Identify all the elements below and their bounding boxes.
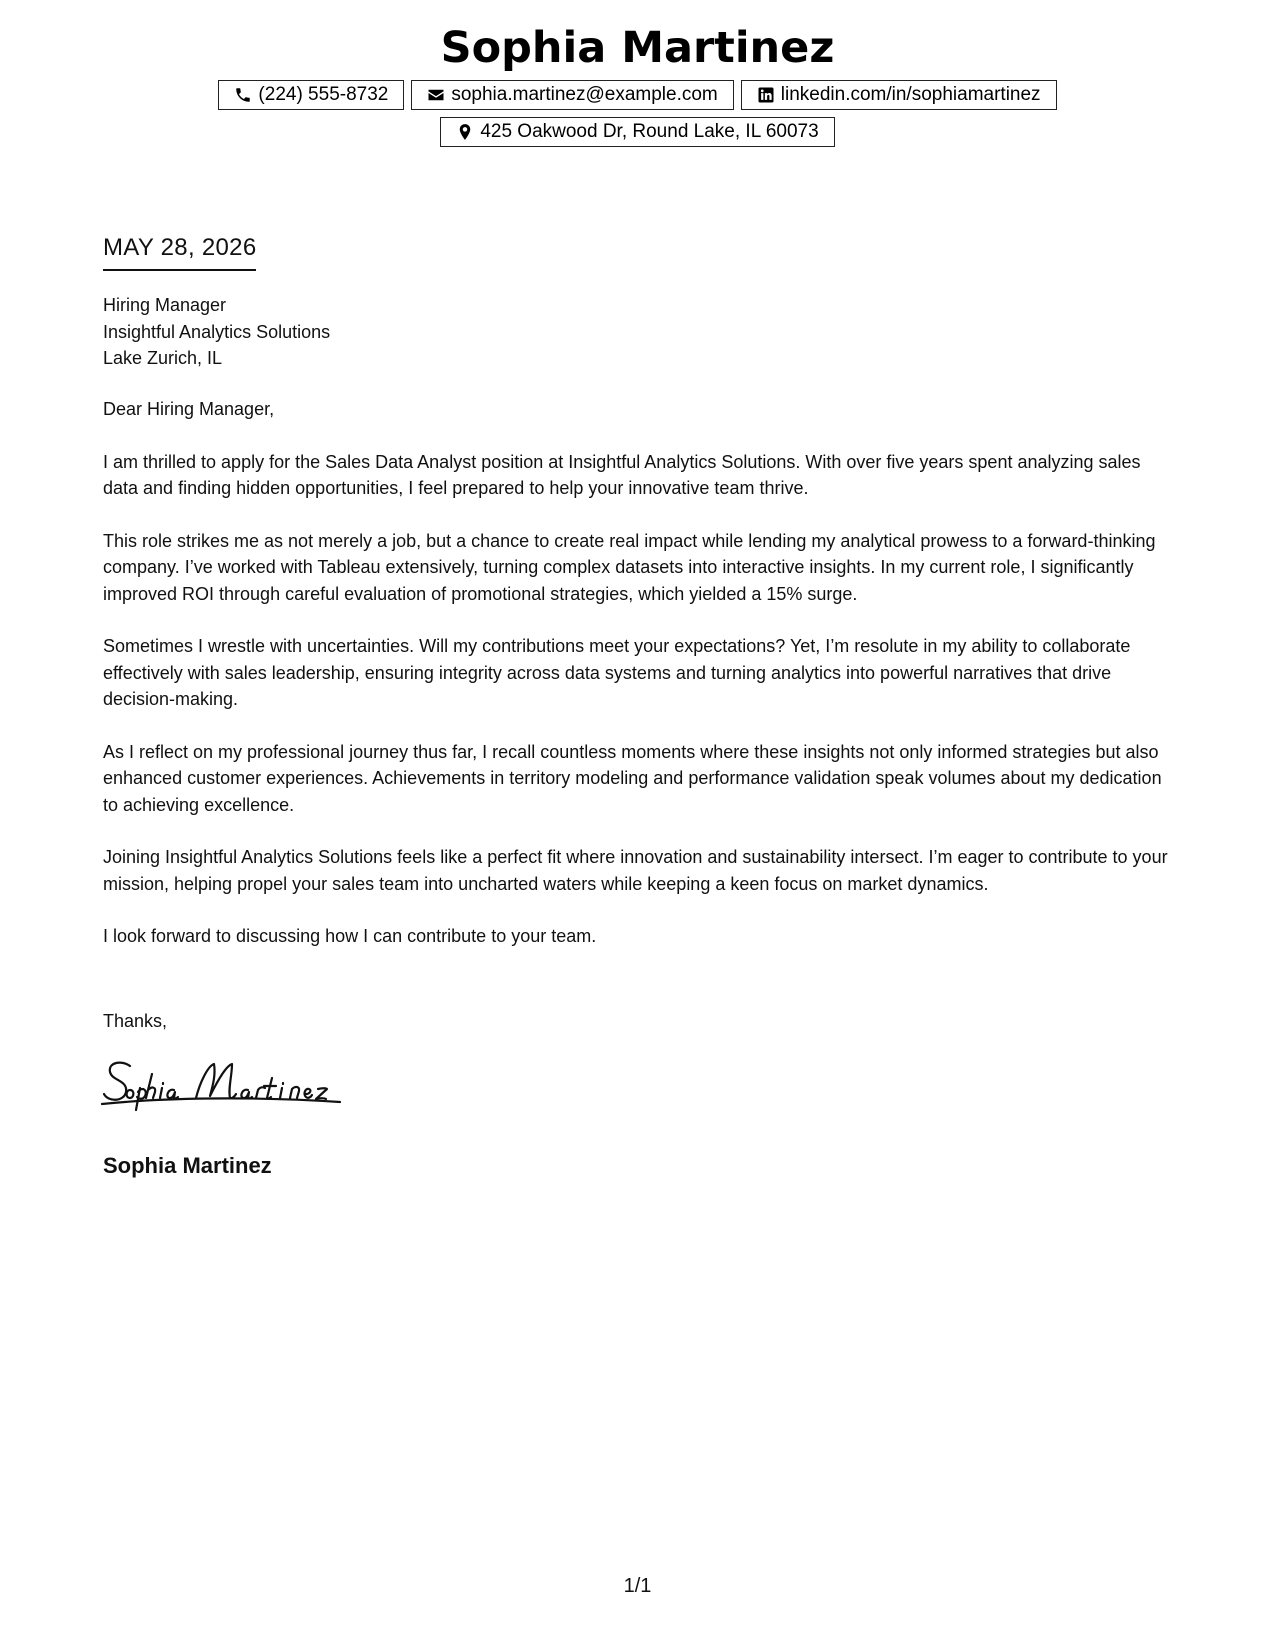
body-paragraph: As I reflect on my professional journey thus far, I recall countless moments where these insights not only informed strategies but also enhanced customer experiences. Achievements in territory modeling and performance validation speak volumes about my dedication to achieving excellence.: [103, 741, 1162, 815]
email-chip: [411, 80, 733, 110]
applicant-name: Sophia Martinez: [440, 23, 835, 73]
salutation: Dear Hiring Manager,: [103, 399, 275, 419]
recipient-block: [103, 292, 330, 372]
email-text: sophia.martinez@example.com: [451, 84, 718, 105]
linkedin-icon: [757, 86, 775, 104]
body-paragraph: This role strikes me as not merely a job, but a chance to create real impact while lending my analytical prowess to a forward-thinking company. I’ve worked with Tableau extensively, turning complex datasets into interactive insights. In my current role, I significantly improved ROI through careful evaluation of promotional strategies, which yielded a 15% surge.: [103, 530, 1156, 604]
address-chip: [440, 117, 834, 147]
phone-text: (224) 555-8732: [258, 84, 389, 105]
recipient-location: Lake Zurich, IL: [103, 348, 223, 368]
body-paragraph: I am thrilled to apply for the Sales Data Analyst position at Insightful Analytics Solutions. With over five years spent analyzing sales data and finding hidden opportunities, I feel prepared to help your innovative team thrive.: [103, 451, 1141, 498]
address-row: [0, 117, 1275, 147]
map-marker-icon: [456, 123, 474, 141]
recipient-company: Insightful Analytics Solutions: [103, 321, 331, 342]
linkedin-text: linkedin.com/in/sophiamartinez: [780, 84, 1041, 105]
contact-row: [0, 80, 1275, 110]
letter-date: MAY 28, 2026: [103, 233, 256, 271]
linkedin-chip: [741, 80, 1057, 110]
phone-icon: [234, 86, 252, 104]
body-paragraph: Joining Insightful Analytics Solutions feels like a perfect fit where innovation and sustainability intersect. I’m eager to contribute to your mission, helping propel your sales team into uncharted waters while keeping a keen focus on market dynamics.: [103, 847, 1168, 894]
phone-chip: [218, 80, 404, 110]
recipient-title: Hiring Manager: [103, 295, 227, 315]
body-paragraph: I look forward to discussing how I can contribute to your team.: [103, 926, 597, 946]
letter-body: [103, 396, 1178, 976]
closing: Thanks,: [103, 1011, 168, 1031]
handwritten-signature: [100, 1052, 365, 1114]
address-text: 425 Oakwood Dr, Round Lake, IL 60073: [480, 121, 819, 142]
envelope-icon: [427, 86, 445, 104]
body-paragraph: Sometimes I wrestle with uncertainties. Will my contributions meet your expectations? Yet, I’m resolute in my ability to collaborate effectively with sales leadership, ensuring integrity across data systems and turning analytics into powerful narratives that drive decision-making.: [103, 636, 1131, 709]
signer-name: Sophia Martinez: [103, 1153, 272, 1178]
page-number: 1/1: [623, 1575, 652, 1597]
